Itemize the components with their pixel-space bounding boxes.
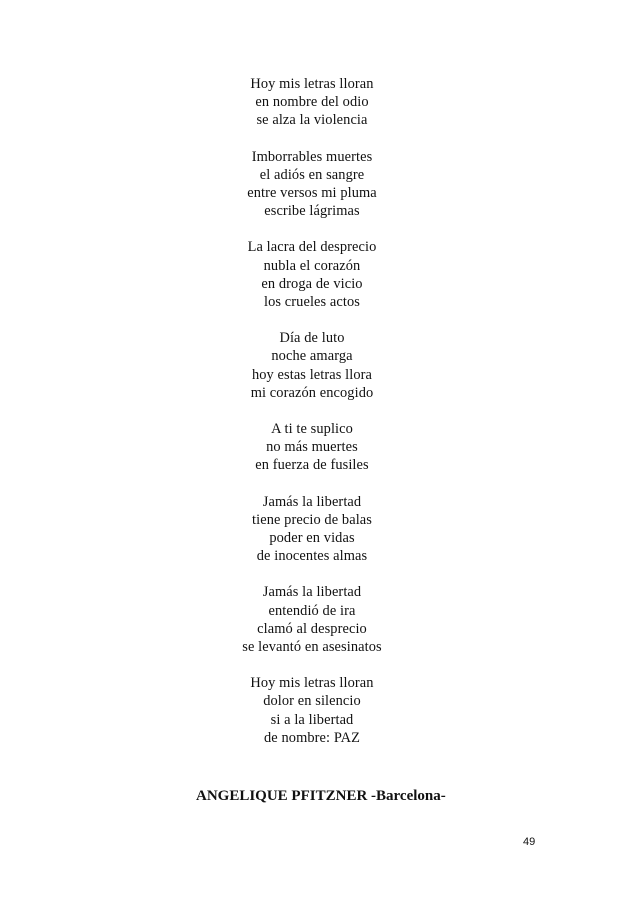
poem-line: el adiós en sangre: [259, 166, 365, 183]
poem-line: se alza la violencia: [256, 112, 368, 129]
poem-line: Hoy mis letras lloran: [250, 675, 374, 692]
poem-line: Día de luto: [279, 330, 345, 347]
poem-line: entendió de ira: [268, 602, 356, 619]
poem-line: poder en vidas: [269, 530, 355, 547]
poem-line: en nombre del odio: [255, 94, 369, 111]
poem-line: Jamás la libertad: [262, 493, 362, 510]
poem-line: se levantó en asesinatos: [242, 639, 382, 656]
poem-line: entre versos mi pluma: [247, 185, 377, 202]
stanza-3: [0, 238, 638, 311]
poem-line: hoy estas letras llora: [251, 366, 373, 383]
poem-line: en droga de vicio: [261, 275, 363, 292]
author-signature: ANGELIQUE PFITZNER -Barcelona-: [196, 788, 446, 804]
poem-line: escribe lágrimas: [264, 203, 360, 220]
stanza-8: [0, 674, 638, 747]
stanza-1: [0, 75, 638, 130]
poem-line: de inocentes almas: [256, 548, 368, 565]
stanza-2: [0, 148, 638, 221]
poem-line: Hoy mis letras lloran: [250, 76, 374, 92]
page-number: 49: [523, 836, 536, 848]
poem-line: noche amarga: [271, 348, 353, 365]
poem-line: los crueles actos: [263, 294, 360, 311]
poem-line: en fuerza de fusiles: [255, 457, 369, 474]
poem-line: Imborrables muertes: [251, 148, 373, 165]
stanza-7: [0, 583, 638, 656]
poem-line: dolor en silencio: [263, 693, 361, 710]
poem-line: Jamás la libertad: [262, 584, 362, 601]
poem-line: no más muertes: [266, 439, 358, 456]
stanza-4: [0, 329, 638, 402]
poem-line: clamó al desprecio: [257, 620, 367, 637]
stanza-5: [0, 420, 638, 475]
poem-line: si a la libertad: [270, 711, 354, 728]
poem-line: mi corazón encogido: [250, 384, 374, 401]
poem-line: tiene precio de balas: [252, 511, 372, 528]
poem-line: nubla el corazón: [263, 257, 361, 274]
poem: [0, 75, 638, 765]
poem-line: A ti te suplico: [271, 421, 353, 438]
poem-line: de nombre: PAZ: [264, 729, 360, 746]
poem-line: La lacra del desprecio: [247, 239, 377, 256]
stanza-6: [0, 493, 638, 566]
